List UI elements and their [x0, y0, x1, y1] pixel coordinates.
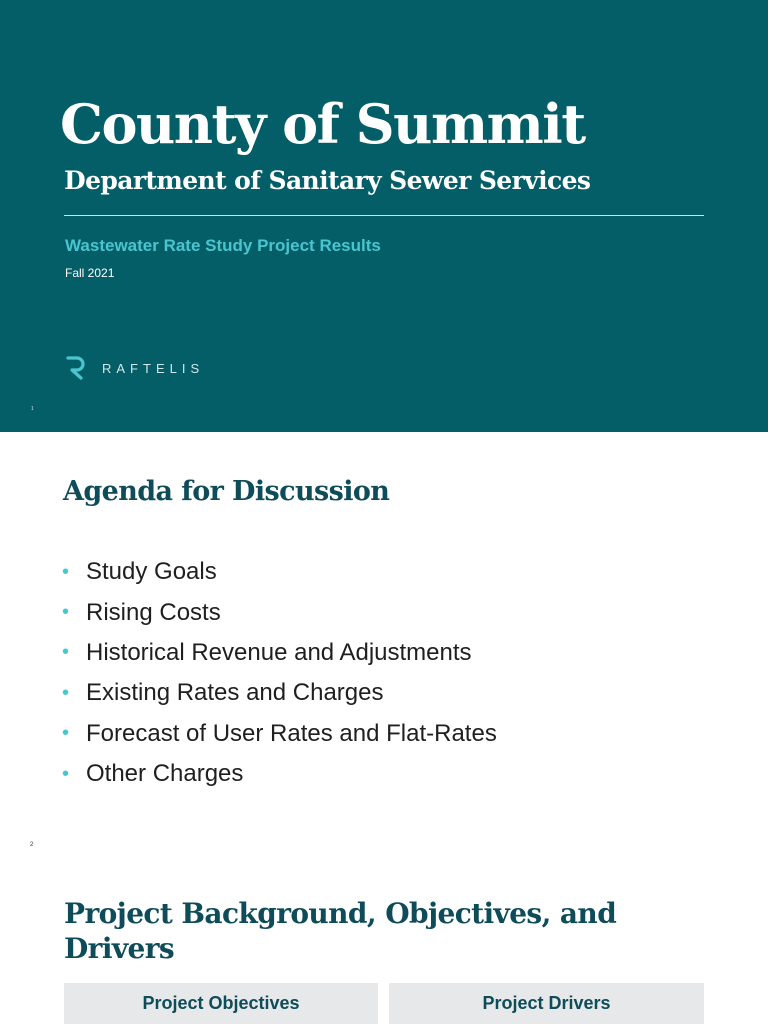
bullet-icon: •: [62, 762, 70, 785]
agenda-item: [62, 633, 497, 673]
bullet-icon: •: [62, 722, 70, 745]
agenda-item: [62, 673, 497, 713]
agenda-item: [62, 552, 497, 592]
page-number: 2: [30, 842, 34, 848]
slide-subtitle: Department of Sanitary Sewer Services: [64, 166, 591, 195]
agenda-item: [62, 754, 497, 794]
agenda-item-label: Rising Costs: [86, 598, 221, 626]
bullet-icon: •: [62, 681, 70, 704]
objectives-column-header: [64, 983, 378, 1024]
agenda-item-label: Forecast of User Rates and Flat-Rates: [86, 719, 497, 747]
agenda-item-label: Existing Rates and Charges: [86, 679, 384, 707]
objectives-label: Project Objectives: [142, 993, 300, 1013]
raftelis-logo-icon: [66, 356, 86, 380]
agenda-item-label: Other Charges: [86, 760, 244, 788]
project-title: Wastewater Rate Study Project Results: [65, 236, 381, 255]
divider-line: [64, 215, 704, 216]
drivers-column-header: [389, 983, 704, 1024]
bullet-icon: •: [62, 601, 70, 624]
slide-title: County of Summit: [60, 92, 585, 156]
agenda-heading: Agenda for Discussion: [63, 476, 390, 507]
title-slide: [0, 0, 768, 432]
raftelis-logo: [66, 356, 204, 380]
agenda-item-label: Historical Revenue and Adjustments: [86, 638, 472, 666]
agenda-item: [62, 714, 497, 754]
logo-wordmark: RAFTELIS: [102, 360, 205, 376]
bullet-icon: •: [62, 641, 70, 664]
agenda-item-label: Study Goals: [86, 558, 217, 586]
bullet-icon: •: [62, 560, 70, 583]
agenda-item: [62, 592, 497, 632]
agenda-slide: [0, 432, 768, 864]
drivers-label: Project Drivers: [482, 993, 611, 1013]
page-number: 1: [31, 406, 34, 412]
agenda-list: [62, 552, 497, 794]
background-slide: [0, 864, 768, 1024]
background-heading: Project Background, Objectives, and Drivers: [64, 897, 617, 965]
presentation-date: Fall 2021: [65, 266, 115, 280]
